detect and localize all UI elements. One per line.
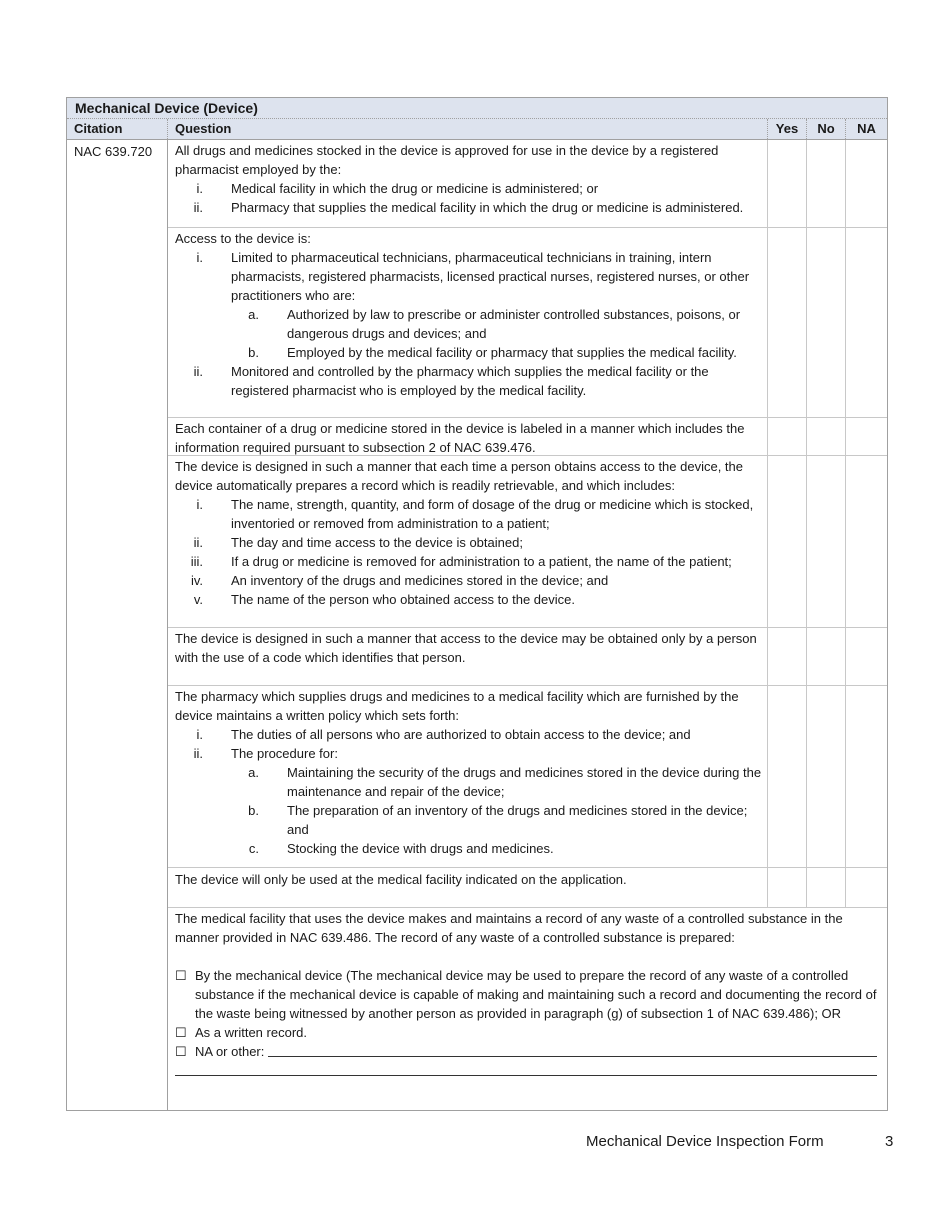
question-cell: The device will only be used at the medical facility indicated on the application. [168, 868, 768, 907]
question-text: The medical facility that uses the device makes and maintains a record of any waste of a controlled substance in the manner provided in NAC 639.486. The record of any waste of a controlled substance is prepared: [175, 911, 843, 945]
list-item [175, 590, 765, 609]
item-number: i. [196, 250, 203, 265]
item-text: Maintaining the security of the drugs and medicines stored in the device during the maintenance and repair of the device; [287, 765, 762, 799]
item-text: An inventory of the drugs and medicines stored in the device; and [231, 573, 609, 588]
item-number: ii. [193, 746, 203, 761]
item-text: Monitored and controlled by the pharmacy which supplies the medical facility or the registered pharmacist who is employed by the medical facility. [231, 364, 709, 398]
yes-cell[interactable] [768, 868, 807, 907]
list-item [175, 533, 765, 552]
list-item [175, 305, 765, 343]
item-number: iii. [190, 554, 203, 569]
item-number: i. [196, 727, 203, 742]
yes-cell[interactable] [768, 456, 807, 627]
list-item [175, 571, 765, 590]
question-row [168, 456, 887, 628]
option-text: NA or other: [195, 1044, 265, 1059]
question-cell [168, 140, 768, 227]
na-other-line[interactable] [268, 1042, 877, 1057]
na-cell[interactable] [846, 140, 887, 227]
item-number: a. [248, 307, 259, 322]
item-number: b. [248, 803, 259, 818]
question-cell [168, 228, 768, 417]
item-number: ii. [193, 535, 203, 550]
list-item [175, 744, 765, 763]
list-item [175, 495, 765, 533]
question-text: Access to the device is: [175, 231, 311, 246]
question-cell [168, 908, 887, 1110]
na-cell[interactable] [846, 228, 887, 417]
header-na: NA [857, 121, 876, 136]
item-text: The duties of all persons who are authorized to obtain access to the device; and [231, 727, 691, 742]
citation-cell: NAC 639.720 [67, 140, 168, 1110]
header-citation: Citation [67, 119, 168, 139]
item-number: a. [248, 765, 259, 780]
item-text: Employed by the medical facility or pharmacy that supplies the medical facility. [287, 345, 737, 360]
item-text: The name, strength, quantity, and form of dosage of the drug or medicine which is stocked, inventoried or removed from administration to a patient; [231, 497, 754, 531]
na-cell[interactable] [846, 628, 887, 685]
na-cell[interactable] [846, 686, 887, 867]
inspection-table [66, 97, 888, 1111]
list-item [175, 343, 765, 362]
list-item [175, 248, 765, 305]
no-cell[interactable] [807, 418, 846, 455]
item-number: c. [248, 841, 259, 856]
question-text: The pharmacy which supplies drugs and medicines to a medical facility which are furnished by the device maintains a written policy which sets forth: [175, 689, 739, 723]
header-no: No [807, 119, 846, 139]
item-number: b. [248, 345, 259, 360]
item-text: If a drug or medicine is removed for administration to a patient, the name of the patient; [231, 554, 732, 569]
item-text: The name of the person who obtained access to the device. [231, 592, 575, 607]
page-number: 3 [885, 1133, 894, 1150]
yes-cell[interactable] [768, 228, 807, 417]
option-text: As a written record. [195, 1025, 307, 1040]
item-text: Pharmacy that supplies the medical facility in which the drug or medicine is administered. [231, 200, 744, 215]
yes-cell[interactable] [768, 686, 807, 867]
option-text: By the mechanical device (The mechanical device may be used to prepare the record of any waste of a controlled substance if the mechanical device is capable of making and maintaining such a record and documenting the record of the waste being witnessed by another person as provided in paragraph (g) of subsection 1 of NAC 639.486); OR [195, 968, 877, 1021]
question-row [168, 628, 887, 686]
checkbox-icon[interactable]: ☐ [175, 968, 187, 983]
item-text: Medical facility in which the drug or medicine is administered; or [231, 181, 599, 196]
list-item [175, 839, 765, 858]
item-number: v. [193, 592, 203, 607]
item-number: ii. [193, 200, 203, 215]
yes-cell[interactable] [768, 140, 807, 227]
item-text: The preparation of an inventory of the drugs and medicines stored in the device; and [287, 803, 748, 837]
question-row [168, 418, 887, 456]
question-cell: The device is designed in such a manner that access to the device may be obtained only by a person with the use of a code which identifies that person. [168, 628, 768, 685]
item-text: The procedure for: [231, 746, 338, 761]
table-title: Mechanical Device (Device) [67, 98, 887, 119]
list-item [175, 763, 765, 801]
list-item [175, 801, 765, 839]
question-row [168, 686, 887, 868]
question-cell [168, 686, 768, 867]
list-item [175, 179, 765, 198]
checkbox-icon[interactable]: ☐ [175, 1044, 187, 1059]
item-text: Authorized by law to prescribe or administer controlled substances, poisons, or dangerous drugs and devices; and [287, 307, 741, 341]
header-yes: Yes [768, 119, 807, 139]
question-cell [168, 456, 768, 627]
no-cell[interactable] [807, 228, 846, 417]
list-item [175, 552, 765, 571]
item-number: iv. [190, 573, 203, 588]
question-cell: Each container of a drug or medicine stored in the device is labeled in a manner which includes the information required pursuant to subsection 2 of NAC 639.476. [168, 418, 768, 455]
option-mechanical-device[interactable] [175, 966, 885, 1023]
option-written-record[interactable] [175, 1023, 885, 1042]
question-row [168, 868, 887, 908]
question-row [168, 228, 887, 418]
question-text: All drugs and medicines stocked in the device is approved for use in the device by a registered pharmacist employed by the: [175, 143, 719, 177]
list-item [175, 725, 765, 744]
yes-cell[interactable] [768, 418, 807, 455]
question-row [168, 140, 887, 228]
item-number: i. [196, 181, 203, 196]
item-number: ii. [193, 364, 203, 379]
header-question: Question [168, 119, 768, 139]
checkbox-icon[interactable]: ☐ [175, 1025, 187, 1040]
no-cell[interactable] [807, 686, 846, 867]
footer-title: Mechanical Device Inspection Form [586, 1133, 824, 1150]
na-cell[interactable] [846, 456, 887, 627]
item-text: Stocking the device with drugs and medicines. [287, 841, 554, 856]
question-text: The device is designed in such a manner that each time a person obtains access to the device, the device automatically prepares a record which is readily retrievable, and which includes: [175, 459, 744, 493]
item-text: Limited to pharmaceutical technicians, pharmaceutical technicians in training, intern pharmacists, registered pharmacists, licensed practical nurses, registered nurses, or other practitioners who are: [231, 250, 750, 303]
item-number: i. [196, 497, 203, 512]
no-cell[interactable] [807, 456, 846, 627]
item-text: The day and time access to the device is obtained; [231, 535, 523, 550]
list-item [175, 362, 765, 400]
na-other-line-2[interactable] [175, 1075, 877, 1076]
no-cell[interactable] [807, 140, 846, 227]
question-row [168, 908, 887, 1110]
list-item [175, 198, 765, 217]
option-na-other[interactable] [175, 1042, 885, 1061]
yes-cell[interactable] [768, 628, 807, 685]
na-cell[interactable] [846, 868, 887, 907]
header-row [67, 119, 887, 140]
no-cell[interactable] [807, 628, 846, 685]
no-cell[interactable] [807, 868, 846, 907]
na-cell[interactable] [846, 418, 887, 455]
